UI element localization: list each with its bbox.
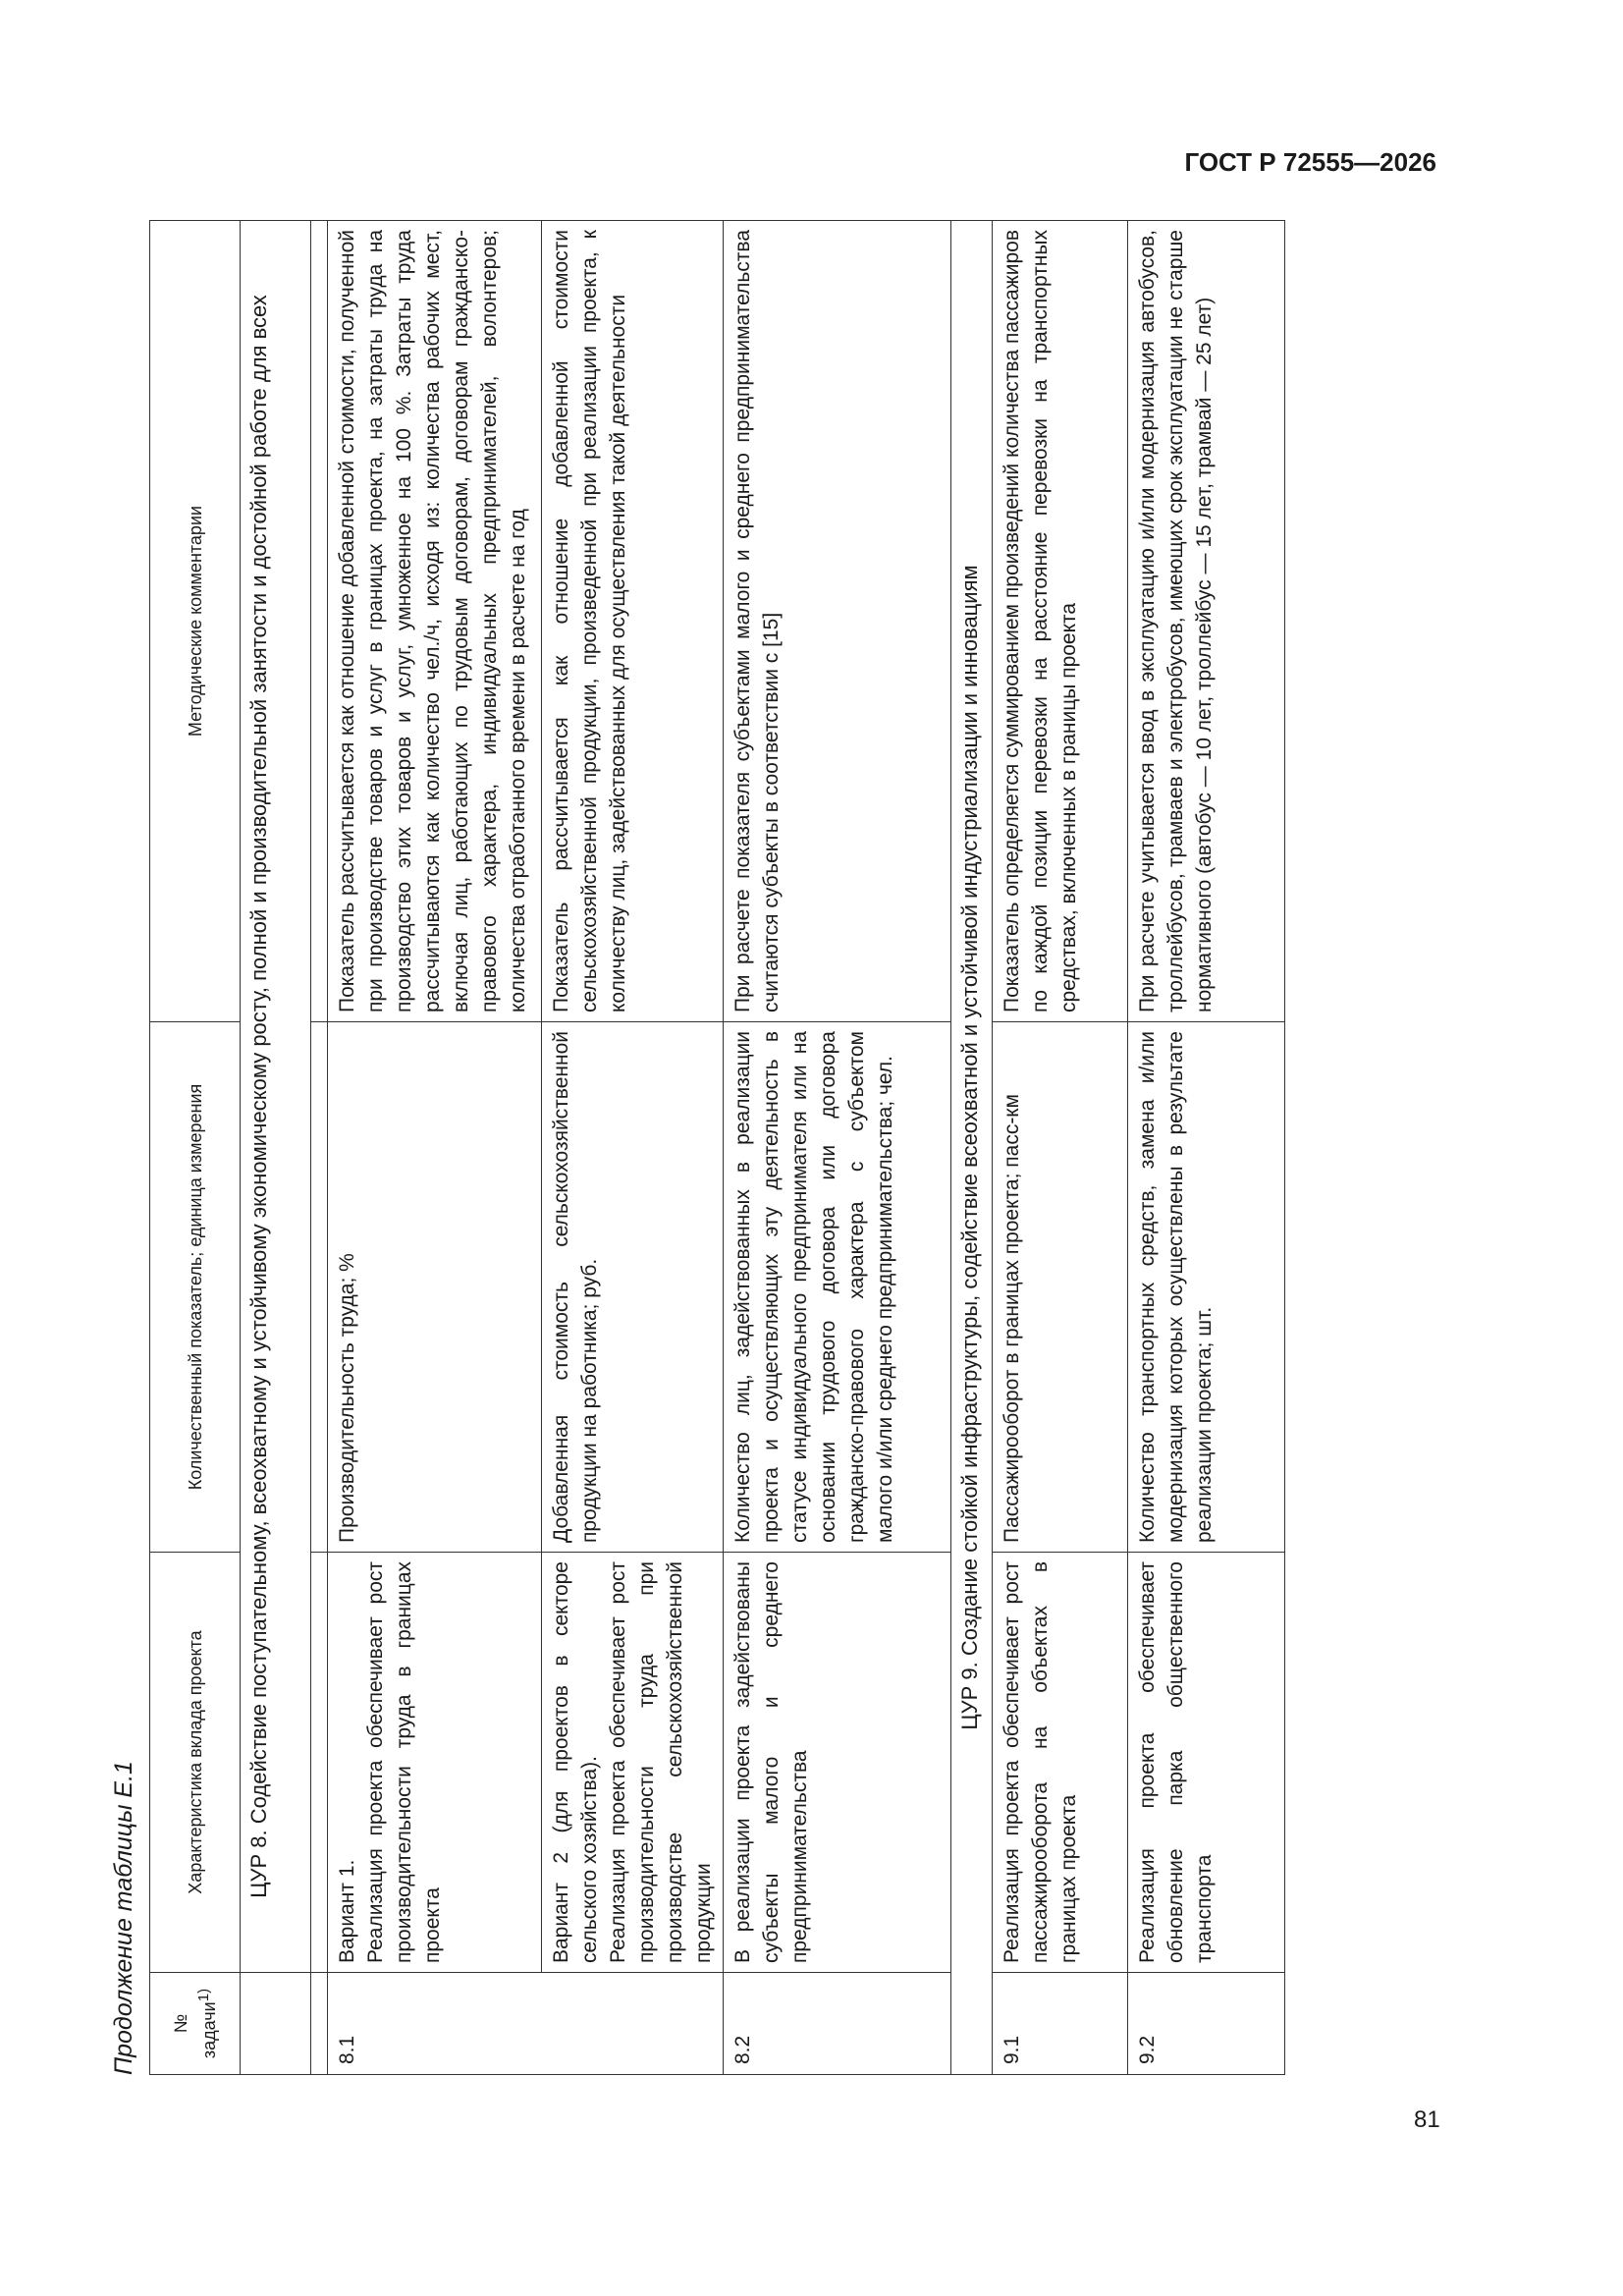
comment-cell: Показатель определяется суммированием произведений количества пассажиров по каждой позиции перевозки на расстояние перевозки на транспортных средствах, включенных в границы проекта <box>993 221 1128 1022</box>
methodology-table <box>149 220 1285 2075</box>
contribution-cell: В реализации проекта задействованы субъекты малого и среднего предпринимательства <box>724 1553 951 1973</box>
header-num: № задачи$^{1)}$ <box>150 1973 241 2075</box>
variant-label: Вариант 2 (для проектов в секторе сельского хозяйства). <box>550 1561 601 1963</box>
indicator-cell: Добавленная стоимость сельскохозяйственной продукции на работника; руб. <box>542 1022 724 1553</box>
table-row <box>1128 221 1285 2075</box>
header-comment: Методические комментарии <box>150 221 241 1022</box>
table-row <box>328 221 542 2075</box>
standard-code: ГОСТ Р 72555—2026 <box>1184 147 1436 177</box>
table-caption: Продолжение таблицы Е.1 <box>110 1761 137 2075</box>
header-characteristic: Характеристика вклада проекта <box>150 1553 241 1973</box>
contribution-cell <box>328 1553 542 1973</box>
variant-label: Вариант 1. <box>336 1859 358 1963</box>
contribution-cell <box>542 1553 724 1973</box>
comment-cell: При расчете показателя субъектами малого и среднего предпринимательства считаются субъекты в соответствии с [15] <box>724 221 951 1022</box>
indicator-cell: Количество транспортных средств, замена и/или модернизация которых осуществлены в результате реализации проекта; шт. <box>1128 1022 1285 1553</box>
comment-cell: Показатель рассчитывается как отношение добавленной стоимости, полученной при производстве товаров и услуг в границах проекта, на затраты труда на производство этих товаров и услуг, умноженное на 100 %. Затраты труда рассчитываются как количество чел./ч, исходя из: количества рабочих мест, включая лиц, работающих по трудовым договорам, договорам гражданско-правового характера, индивидуальных предпринимателей, волонтеров; количества отработанного времени в расчете на год <box>328 221 542 1022</box>
section-row-sdg8 <box>241 221 311 2075</box>
task-number: 8.2 <box>724 1973 951 2075</box>
page-number: 81 <box>1414 2106 1440 2133</box>
task-number: 9.1 <box>993 1973 1128 2075</box>
comment-cell: При расчете учитывается ввод в эксплуатацию и/или модернизация автобусов, троллейбусов, трамваев и электробусов, имеющих срок эксплуатации не старше нормативного (автобус — 10 лет, троллейбус — 15 лет, трамвай — 25 лет) <box>1128 221 1285 1022</box>
comment-cell: Показатель рассчитывается как отношение добавленной стоимости сельскохозяйственной продукции, произведенной при реализации проекта, к количеству лиц, задействованных для осуществления такой деятельности <box>542 221 724 1022</box>
header-indicator: Количественный показатель; единица измерения <box>150 1022 241 1553</box>
table-row <box>724 221 951 2075</box>
table-header-row <box>150 221 241 2075</box>
indicator-cell: Пассажирооборот в границах проекта; пасс-км <box>993 1022 1128 1553</box>
indicator-cell: Производительность труда; % <box>328 1022 542 1553</box>
contribution-text: Реализация проекта обеспечивает рост производительности труда при производстве сельскохозяйственной продукции <box>607 1561 715 1963</box>
spacer-row <box>311 221 328 2075</box>
contribution-cell: Реализация проекта обеспечивает обновление парка общественного транспорта <box>1128 1553 1285 1973</box>
task-number: 8.1 <box>328 1973 724 2075</box>
table-row <box>542 221 724 2075</box>
indicator-cell: Количество лиц, задействованных в реализации проекта и осуществляющих эту деятельность в статусе индивидуального предпринимателя или на основании трудового договора или договора гражданско-правового характера с субъектом малого и/или среднего предпринимательства; чел. <box>724 1022 951 1553</box>
section-row-sdg9 <box>951 221 993 2075</box>
section-title: ЦУР 9. Создание стойкой инфраструктуры, содействие всеохватной и устойчивой индустриализации и инновациям <box>951 221 993 2075</box>
section-title: ЦУР 8. Содействие поступательному, всеохватному и устойчивому экономическому росту, полной и производительной занятости и достойной работе для всех <box>241 221 311 1973</box>
table-row <box>993 221 1128 2075</box>
contribution-cell: Реализация проекта обеспечивает рост пассажирооборота на объектах в границах проекта <box>993 1553 1128 1973</box>
contribution-text: Реализация проекта обеспечивает рост производительности труда в границах проекта <box>364 1561 444 1963</box>
task-number: 9.2 <box>1128 1973 1285 2075</box>
rotated-table-area <box>106 221 1382 2075</box>
